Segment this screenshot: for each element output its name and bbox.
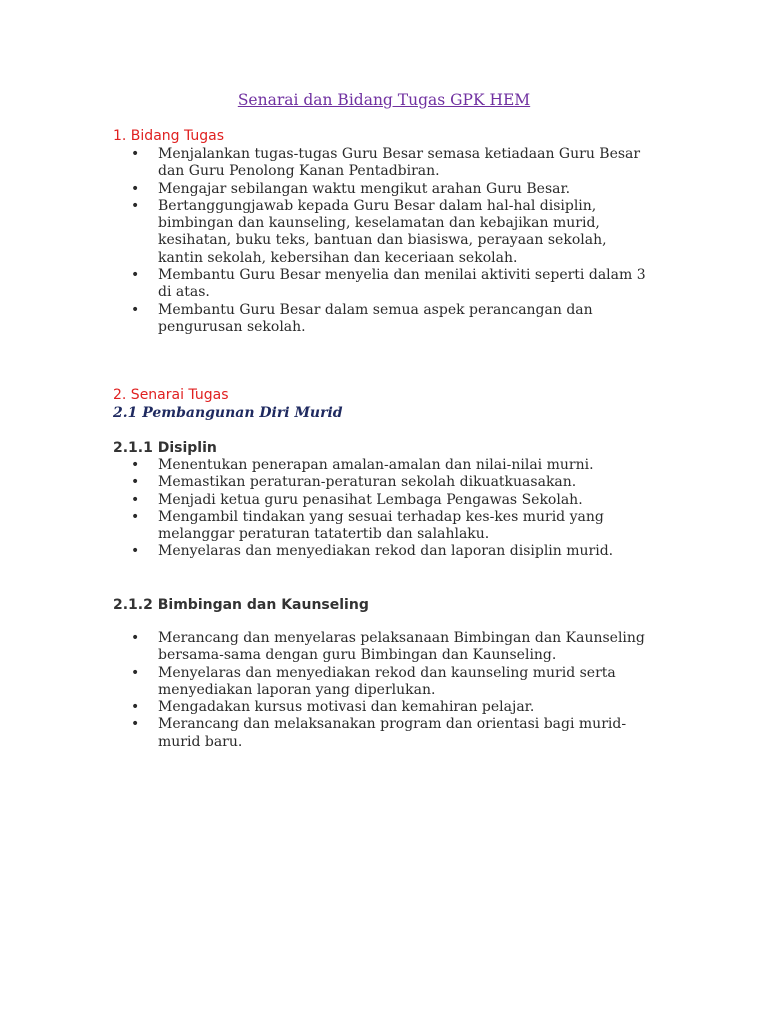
list-item [113,630,653,665]
list-item-text: Membantu Guru Besar dalam semua aspek perancangan dan pengurusan sekolah. [158,301,593,335]
list-item [113,181,653,198]
list-item [113,198,653,267]
section-2-heading: 2. Senarai Tugas [113,387,229,403]
list-item-text: Membantu Guru Besar menyelia dan menilai aktiviti seperti dalam 3 di atas. [158,267,646,301]
page-title: Senarai dan Bidang Tugas GPK HEM [237,91,531,109]
bullet-icon: • [131,716,140,733]
list-item-text: Bertanggungjawab kepada Guru Besar dalam hal-hal disiplin, bimbingan dan kaunseling, keselamatan dan kebajikan murid, kesihatan, buku teks, bantuan dan biasiswa, perayaan sekolah, kantin sekolah, kebersihan dan keceriaan sekolah. [158,197,607,266]
list-item [113,302,653,337]
bullet-icon: • [131,267,140,284]
bullet-icon: • [131,664,140,681]
bullet-icon: • [131,180,140,197]
disiplin-heading: 2.1.1 Disiplin [113,440,217,456]
list-item [113,457,653,474]
list-item-text: Menjalankan tugas-tugas Guru Besar semasa ketiadaan Guru Besar dan Guru Penolong Kanan Pentadbiran. [158,146,641,180]
section-1-heading: 1. Bidang Tugas [113,128,225,144]
disiplin-list [113,457,653,561]
list-item [113,146,653,181]
list-item-text: Menjadi ketua guru penasihat Lembaga Pengawas Sekolah. [158,491,583,508]
list-item-text: Mengajar sebilangan waktu mengikut arahan Guru Besar. [158,180,571,197]
bimbingan-heading: 2.1.2 Bimbingan dan Kaunseling [113,597,369,613]
list-item [113,543,653,560]
list-item [113,492,653,509]
list-item-text: Mengadakan kursus motivasi dan kemahiran pelajar. [158,699,535,716]
list-item-text: Menyelaras dan menyediakan rekod dan laporan disiplin murid. [158,543,614,560]
bullet-icon: • [131,543,140,560]
bullet-icon: • [131,301,140,318]
section-2-subheading: 2.1 Pembangunan Diri Murid [113,405,343,421]
list-item [113,474,653,491]
list-item [113,509,653,544]
list-item-text: Memastikan peraturan-peraturan sekolah dikuatkuasakan. [158,474,577,491]
bullet-icon: • [131,491,140,508]
list-item-text: Merancang dan menyelaras pelaksanaan Bimbingan dan Kaunseling bersama-sama dengan guru Bimbingan dan Kaunseling. [158,630,645,664]
bullet-icon: • [131,197,140,214]
list-item-text: Menyelaras dan menyediakan rekod dan kaunseling murid serta menyediakan laporan yang diperlukan. [158,664,616,698]
list-item-text: Merancang dan melaksanakan program dan orientasi bagi murid-murid baru. [158,716,627,750]
list-item-text: Menentukan penerapan amalan-amalan dan nilai-nilai murni. [158,457,594,473]
bimbingan-list [113,630,653,751]
list-item [113,665,653,700]
bullet-icon: • [131,146,140,162]
bullet-icon: • [131,457,140,473]
section-1-list [113,146,653,336]
list-item [113,699,653,716]
bullet-icon: • [131,630,140,646]
list-item [113,267,653,302]
list-item-text: Mengambil tindakan yang sesuai terhadap kes-kes murid yang melanggar peraturan tatatertib dan salahlaku. [158,508,604,543]
bullet-icon: • [131,508,140,525]
bullet-icon: • [131,474,140,491]
bullet-icon: • [131,699,140,716]
list-item [113,716,653,751]
